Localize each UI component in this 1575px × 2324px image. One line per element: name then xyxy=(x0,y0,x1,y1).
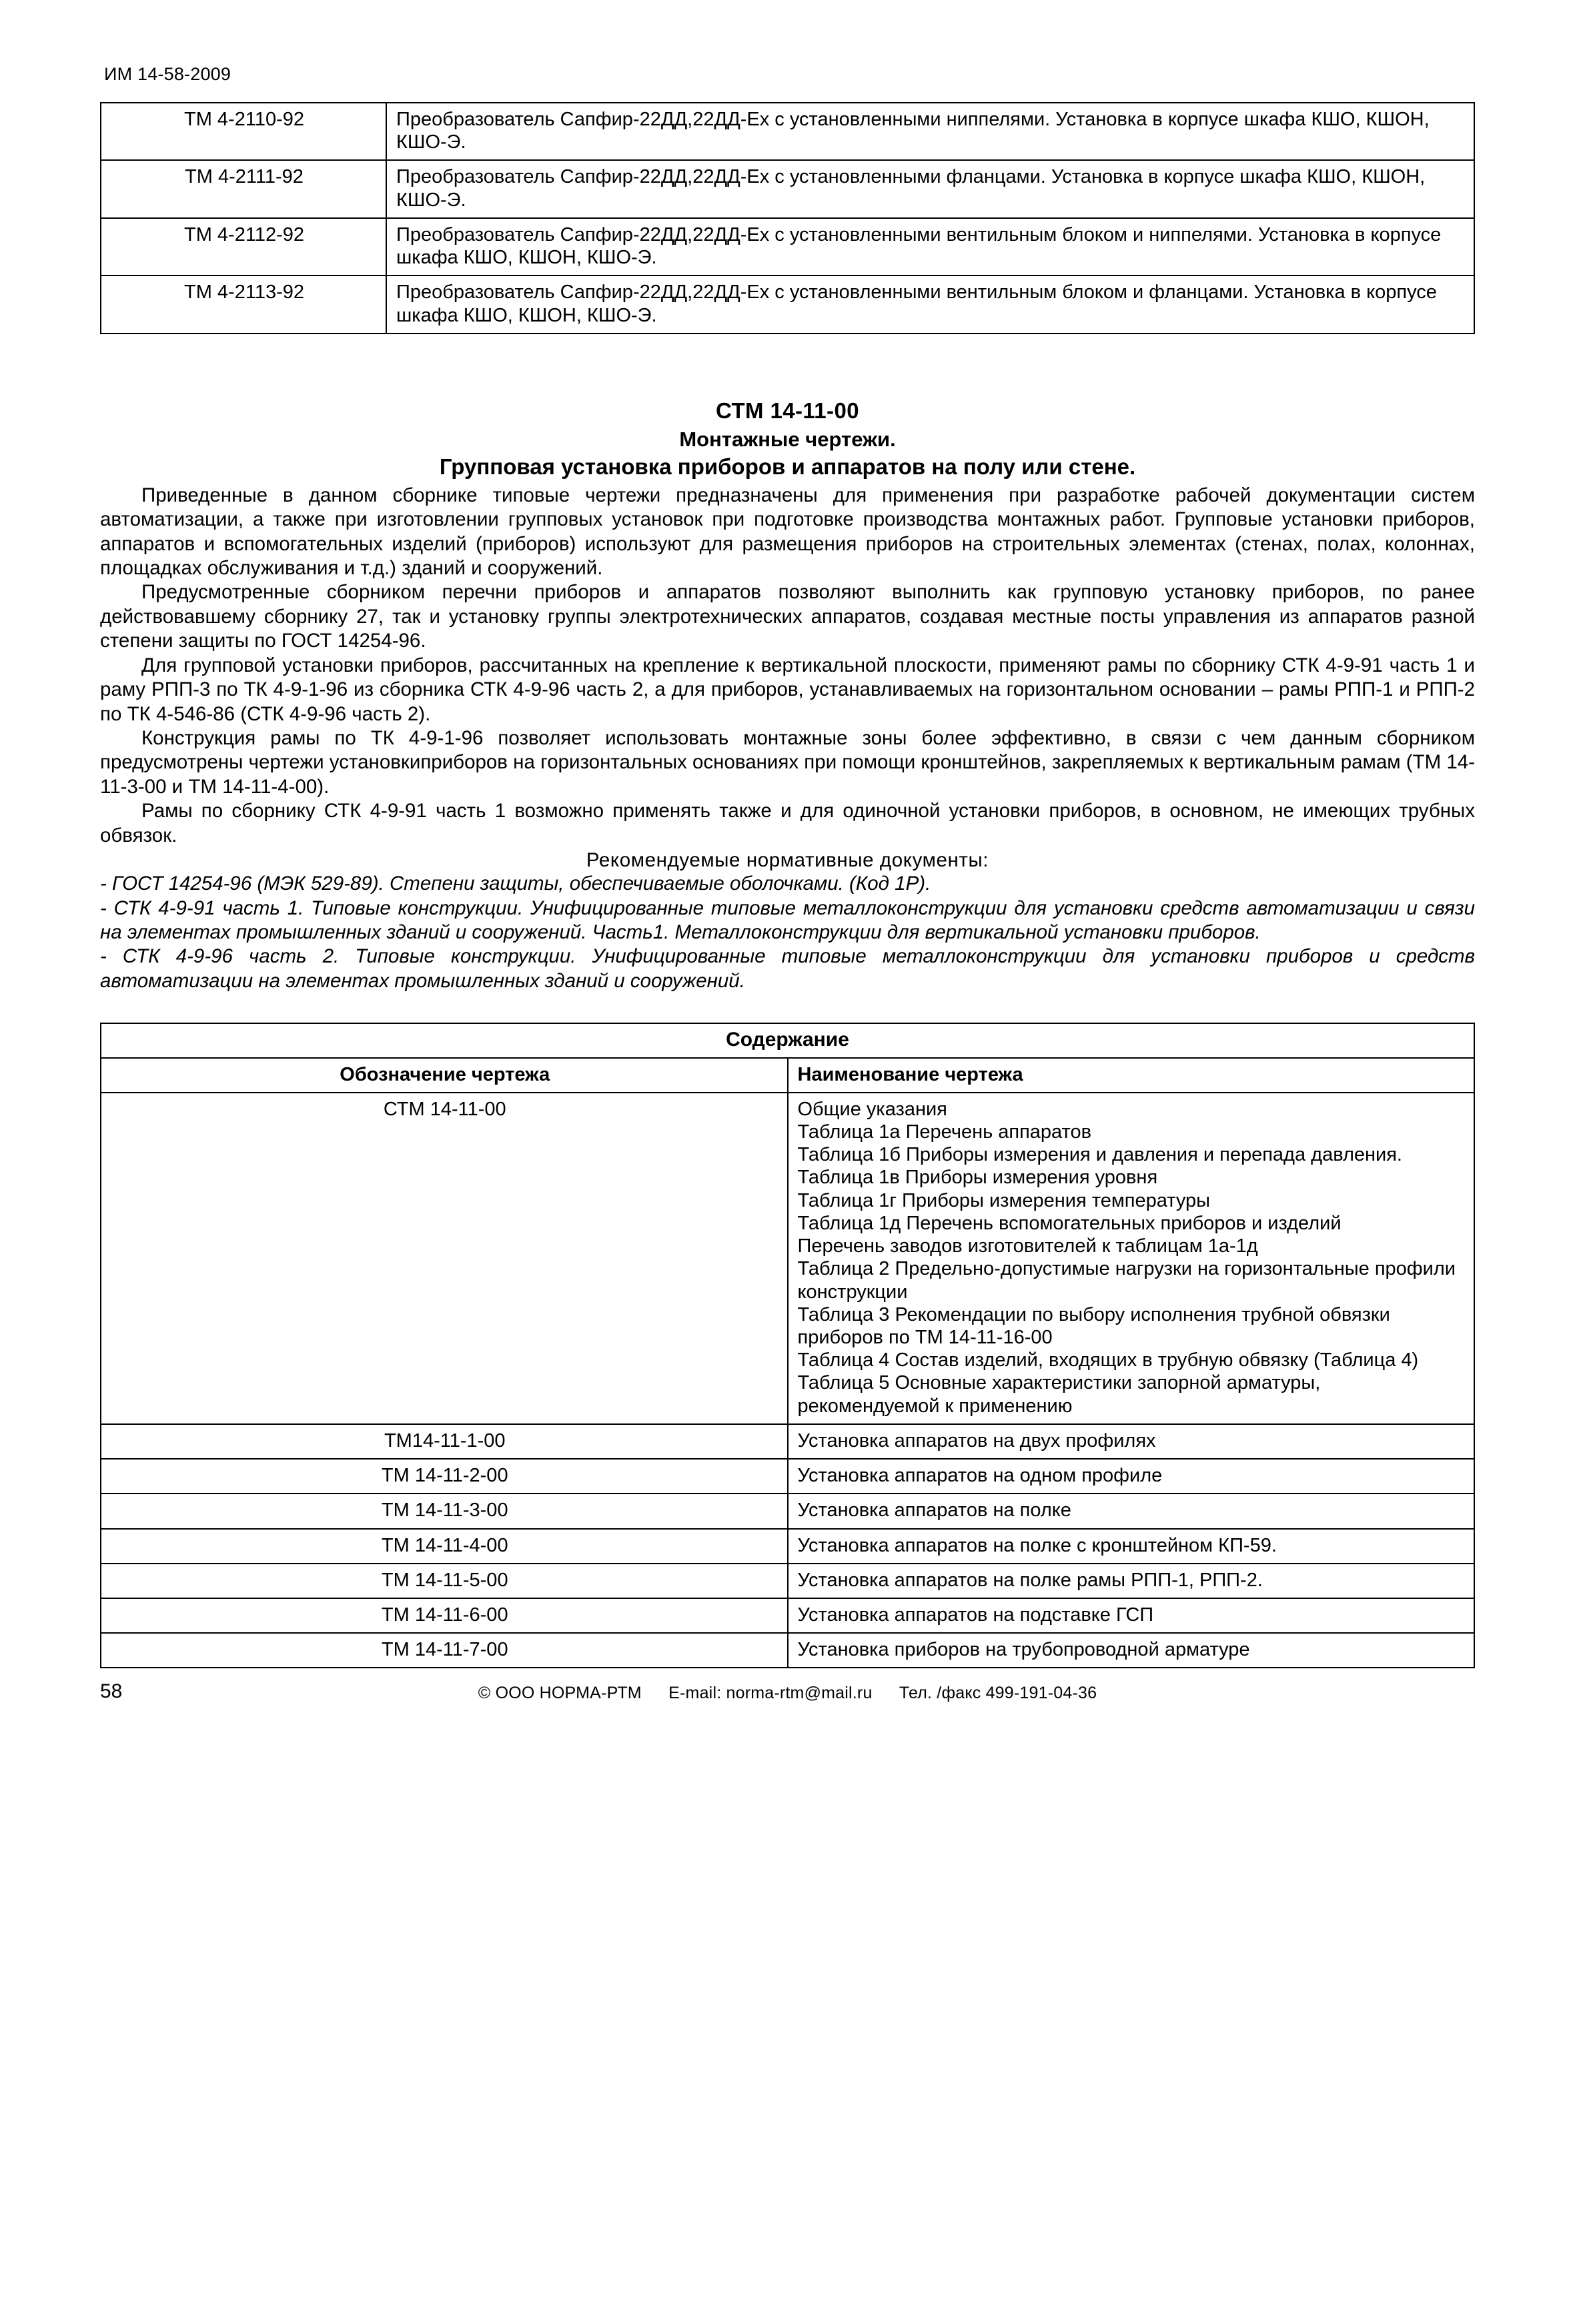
drawing-code: ТМ 4-2112-92 xyxy=(101,218,386,275)
contents-name-line: Перечень заводов изготовителей к таблицам 1а-1д xyxy=(797,1235,1258,1257)
table-row xyxy=(101,103,1474,160)
drawing-description: Преобразователь Сапфир-22ДД,22ДД-Ех с установленными вентильным блоком и фланцами. Установка в корпусе шкафа КШО, КШОН, КШО-Э. xyxy=(386,275,1474,333)
paragraph-5: Рамы по сборнику СТК 4-9-91 часть 1 возможно применять также и для одиночной установки приборов, в основном, не имеющих трубных обвязок. xyxy=(100,800,1475,846)
table-row xyxy=(101,218,1474,275)
table-row xyxy=(101,1494,1474,1528)
reference-2: - СТК 4-9-91 часть 1. Типовые конструкции. Унифицированные типовые металлоконструкции для установки средств автоматизации и связи на элементах промышленных зданий и сооружений. Часть1. Металлоконструкции для вертикальной установки приборов. xyxy=(100,897,1475,943)
contents-title-row xyxy=(101,1023,1474,1057)
contents-name-line: Таблица 2 Предельно-допустимые нагрузки на горизонтальные профили конструкции xyxy=(797,1258,1456,1303)
contents-col1-header xyxy=(101,1058,788,1093)
contents-name-line: Таблица 1б Приборы измерения и давления и перепада давления. xyxy=(797,1144,1402,1166)
contents-col1-header-line2: чертежа xyxy=(471,1063,550,1085)
contents-code: ТМ 14-11-5-00 xyxy=(101,1564,788,1598)
section-code: СТМ 14-11-00 xyxy=(716,398,859,423)
contents-table xyxy=(100,1023,1475,1668)
drawing-description: Преобразователь Сапфир-22ДД,22ДД-Ех с установленными фланцами. Установка в корпусе шкафа КШО, КШОН, КШО-Э. xyxy=(386,160,1474,217)
contents-name: Установка аппаратов на двух профилях xyxy=(788,1424,1475,1459)
contents-col2-header: Наименование чертежа xyxy=(788,1058,1475,1093)
page-number: 58 xyxy=(100,1680,123,1703)
page-footer xyxy=(100,1680,1475,1703)
section-heading xyxy=(100,398,1475,480)
contents-title: Содержание xyxy=(101,1023,1474,1057)
paragraph-2: Предусмотренные сборником перечни приборов и аппаратов позволяют выполнить как групповую установку приборов, по ранее действовавшему сборнику 27, так и установку группы электротехнических аппаратов, создавая местные посты управления из аппаратов разной степени защиты по ГОСТ 14254-96. xyxy=(100,581,1475,652)
contents-code: ТМ 14-11-3-00 xyxy=(101,1494,788,1528)
contents-name-line: Таблица 1д Перечень вспомогательных приборов и изделий xyxy=(797,1212,1342,1234)
contents-code: ТМ 14-11-7-00 xyxy=(101,1633,788,1668)
footer-imprint xyxy=(180,1684,1395,1703)
contents-name: Установка аппаратов на полке xyxy=(788,1494,1475,1528)
contents-name: Установка аппаратов на полке с кронштейном КП-59. xyxy=(788,1529,1475,1564)
table-row xyxy=(101,1633,1474,1668)
contents-code: ТМ 14-11-6-00 xyxy=(101,1598,788,1633)
drawing-code: ТМ 4-2111-92 xyxy=(101,160,386,217)
contents-name-line: Таблица 4 Состав изделий, входящих в трубную обвязку (Таблица 4) xyxy=(797,1349,1419,1371)
table-row xyxy=(101,160,1474,217)
contents-name-line: Таблица 1а Перечень аппаратов xyxy=(797,1121,1092,1143)
contents-name: Установка аппаратов на полке рамы РПП-1, РПП-2. xyxy=(788,1564,1475,1598)
paragraph-3: Для групповой установки приборов, рассчитанных на крепление к вертикальной плоскости, применяют рамы по сборнику СТК 4-9-91 часть 1 и раму РПП-3 по ТК 4-9-1-96 из сборника СТК 4-9-96 часть 2, а для приборов, устанавливаемых на горизонтальном основании – рамы РПП-1 и РПП-2 по ТК 4-546-86 (СТК 4-9-96 часть 2). xyxy=(100,654,1475,725)
table-row xyxy=(101,1529,1474,1564)
paragraph-1: Приведенные в данном сборнике типовые чертежи предназначены для применения при разработке рабочей документации систем автоматизации, а также при изготовлении групповых установок при подготовке производства монтажных работ. Групповые установки приборов, аппаратов и вспомогательных изделий (приборов) используют для размещения приборов на строительных элементах (стенах, полах, колоннах, площадках обслуживания и т.д.) зданий и сооружений. xyxy=(100,484,1475,580)
contents-name: Установка приборов на трубопроводной арматуре xyxy=(788,1633,1475,1668)
contents-name-line: Таблица 1г Приборы измерения температуры xyxy=(797,1189,1210,1211)
contents-name: Установка аппаратов на одном профиле xyxy=(788,1459,1475,1494)
reference-1: - ГОСТ 14254-96 (МЭК 529-89). Степени защиты, обеспечиваемые оболочками. (Код 1Р). xyxy=(100,873,931,895)
footer-phone: Тел. /факс 499-191-04-36 xyxy=(899,1684,1097,1703)
copyright-icon: © xyxy=(478,1684,491,1703)
contents-code: СТМ 14-11-00 xyxy=(101,1093,788,1424)
table-row xyxy=(101,275,1474,333)
paragraph-4: Конструкция рамы по ТК 4-9-1-96 позволяет использовать монтажные зоны более эффективно, в связи с чем данным сборником предусмотрены чертежи установкиприборов на горизонтальных основаниях при помощи кронштейнов, закрепляемых к вертикальным рамам (ТМ 14-11-3-00 и ТМ 14-11-4-00). xyxy=(100,726,1475,798)
contents-name-line: Таблица 1в Приборы измерения уровня xyxy=(797,1167,1158,1189)
contents-table-body xyxy=(101,1023,1474,1668)
table-row xyxy=(101,1598,1474,1633)
contents-col1-header-line1: Обозначение xyxy=(340,1063,466,1085)
section-subtitle: Монтажные чертежи. xyxy=(679,427,896,451)
drawings-table-body xyxy=(101,103,1474,334)
table-row xyxy=(101,1093,1474,1424)
contents-name-line: Общие указания xyxy=(797,1098,947,1120)
contents-header-row xyxy=(101,1058,1474,1093)
drawing-description: Преобразователь Сапфир-22ДД,22ДД-Ех с установленными вентильным блоком и ниппелями. Установка в корпусе шкафа КШО, КШОН, КШО-Э. xyxy=(386,218,1474,275)
drawing-code: ТМ 4-2113-92 xyxy=(101,275,386,333)
contents-code: ТМ 14-11-2-00 xyxy=(101,1459,788,1494)
footer-email: E-mail: norma-rtm@mail.ru xyxy=(668,1684,873,1703)
drawings-table xyxy=(100,102,1475,334)
table-row xyxy=(101,1564,1474,1598)
reference-3: - СТК 4-9-96 часть 2. Типовые конструкции. Унифицированные типовые металлоконструкции для установки приборов и средств автоматизации на элементах промышленных зданий и сооружений. xyxy=(100,945,1475,992)
contents-name-line: Таблица 5 Основные характеристики запорной арматуры, рекомендуемой к применению xyxy=(797,1372,1321,1417)
section-title: Групповая установка приборов и аппаратов на полу или стене. xyxy=(439,454,1136,479)
contents-code: ТМ 14-11-4-00 xyxy=(101,1529,788,1564)
footer-company: ООО НОРМА-РТМ xyxy=(495,1684,642,1703)
recommended-documents-title: Рекомендуемые нормативные документы: xyxy=(586,849,989,872)
contents-name xyxy=(788,1093,1475,1424)
table-row xyxy=(101,1459,1474,1494)
drawing-description: Преобразователь Сапфир-22ДД,22ДД-Ех с установленными ниппелями. Установка в корпусе шкафа КШО, КШОН, КШО-Э. xyxy=(386,103,1474,160)
drawing-code: ТМ 4-2110-92 xyxy=(101,103,386,160)
contents-name: Установка аппаратов на подставке ГСП xyxy=(788,1598,1475,1633)
table-row xyxy=(101,1424,1474,1459)
document-code: ИМ 14-58-2009 xyxy=(104,64,231,84)
contents-code: ТМ14-11-1-00 xyxy=(101,1424,788,1459)
contents-name-line: Таблица 3 Рекомендации по выбору исполнения трубной обвязки приборов по ТМ 14-11-16-00 xyxy=(797,1303,1390,1348)
